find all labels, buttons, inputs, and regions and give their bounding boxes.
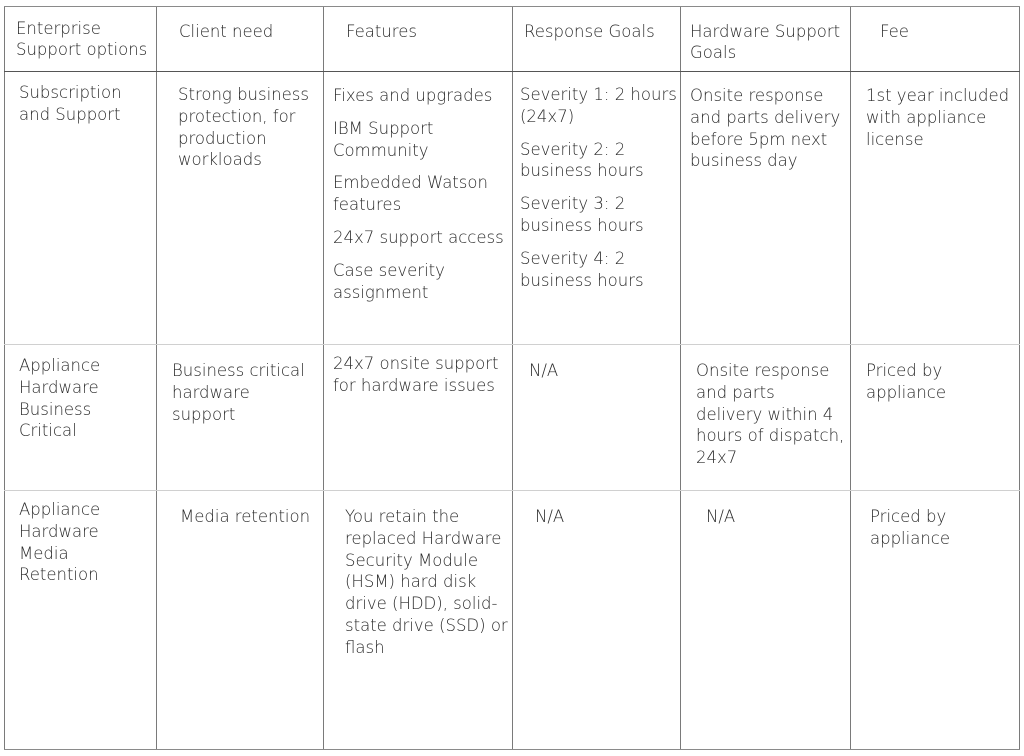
row3-response-goals: N/A [535, 507, 565, 526]
feature-item: Fixes and upgrades [333, 86, 493, 105]
response-goal-item: Severity 2: 2 business hours [520, 139, 644, 181]
row1-response-goals [520, 84, 678, 302]
row1-client-need: Strong business protection, for production workloads [178, 85, 309, 170]
column-divider [680, 6, 681, 750]
row2-features: 24x7 onsite support for hardware issues [333, 354, 499, 395]
column-divider [156, 6, 157, 750]
header-client-need: Client need [179, 22, 274, 41]
row2-response-goals: N/A [529, 361, 559, 380]
response-goal-item: Severity 3: 2 business hours [520, 194, 644, 235]
row1-features [333, 85, 509, 314]
row1-hardware-goals: Onsite response and parts delivery before 5pm next business day [690, 86, 841, 171]
row3-hardware-goals: N/A [706, 507, 736, 526]
row1-option: Subscription and Support [19, 83, 122, 124]
feature-item: Case severity assignment [333, 260, 445, 302]
row1-fee: 1st year included with appliance license [866, 86, 1010, 149]
column-divider [850, 6, 851, 750]
row3-client-need: Media retention [180, 507, 311, 526]
row2-option: Appliance Hardware Business Critical [19, 356, 101, 441]
row2-hardware-goals: Onsite response and parts delivery within 4 hours of dispatch, 24x7 [696, 361, 845, 468]
column-divider [323, 6, 324, 750]
header-response-goals: Response Goals [524, 22, 655, 41]
feature-item: IBM Support Community [333, 118, 434, 160]
feature-item: Embedded Watson features [333, 173, 488, 215]
row2-fee: Priced by appliance [866, 361, 947, 402]
row3-fee: Priced by appliance [870, 507, 951, 548]
table-border-top [4, 6, 1020, 7]
response-goal-item: Severity 4: 2 business hours [520, 248, 644, 290]
response-goal-item: Severity 1: 2 hours (24x7) [520, 85, 677, 126]
feature-item: 24x7 support access [333, 227, 504, 247]
header-features: Features [346, 22, 417, 41]
table-border-right [1019, 6, 1020, 750]
table-border-left [4, 6, 5, 750]
support-options-table [4, 6, 1020, 750]
row3-features: You retain the replaced Hardware Security Module (HSM) hard disk drive (HDD), solid-state drive (SSD) or flash [345, 507, 508, 657]
column-divider [512, 6, 513, 750]
header-fee: Fee [880, 22, 909, 41]
header-divider [4, 71, 1020, 72]
header-enterprise-support-options: Enterprise Support options [16, 19, 148, 59]
header-hardware-support-goals: Hardware Support Goals [690, 22, 841, 62]
row2-client-need: Business critical hardware support [172, 361, 305, 424]
row-divider [4, 490, 1020, 491]
row-divider [4, 344, 1020, 345]
row3-option: Appliance Hardware Media Retention [19, 500, 101, 585]
table-border-bottom [4, 749, 1020, 750]
